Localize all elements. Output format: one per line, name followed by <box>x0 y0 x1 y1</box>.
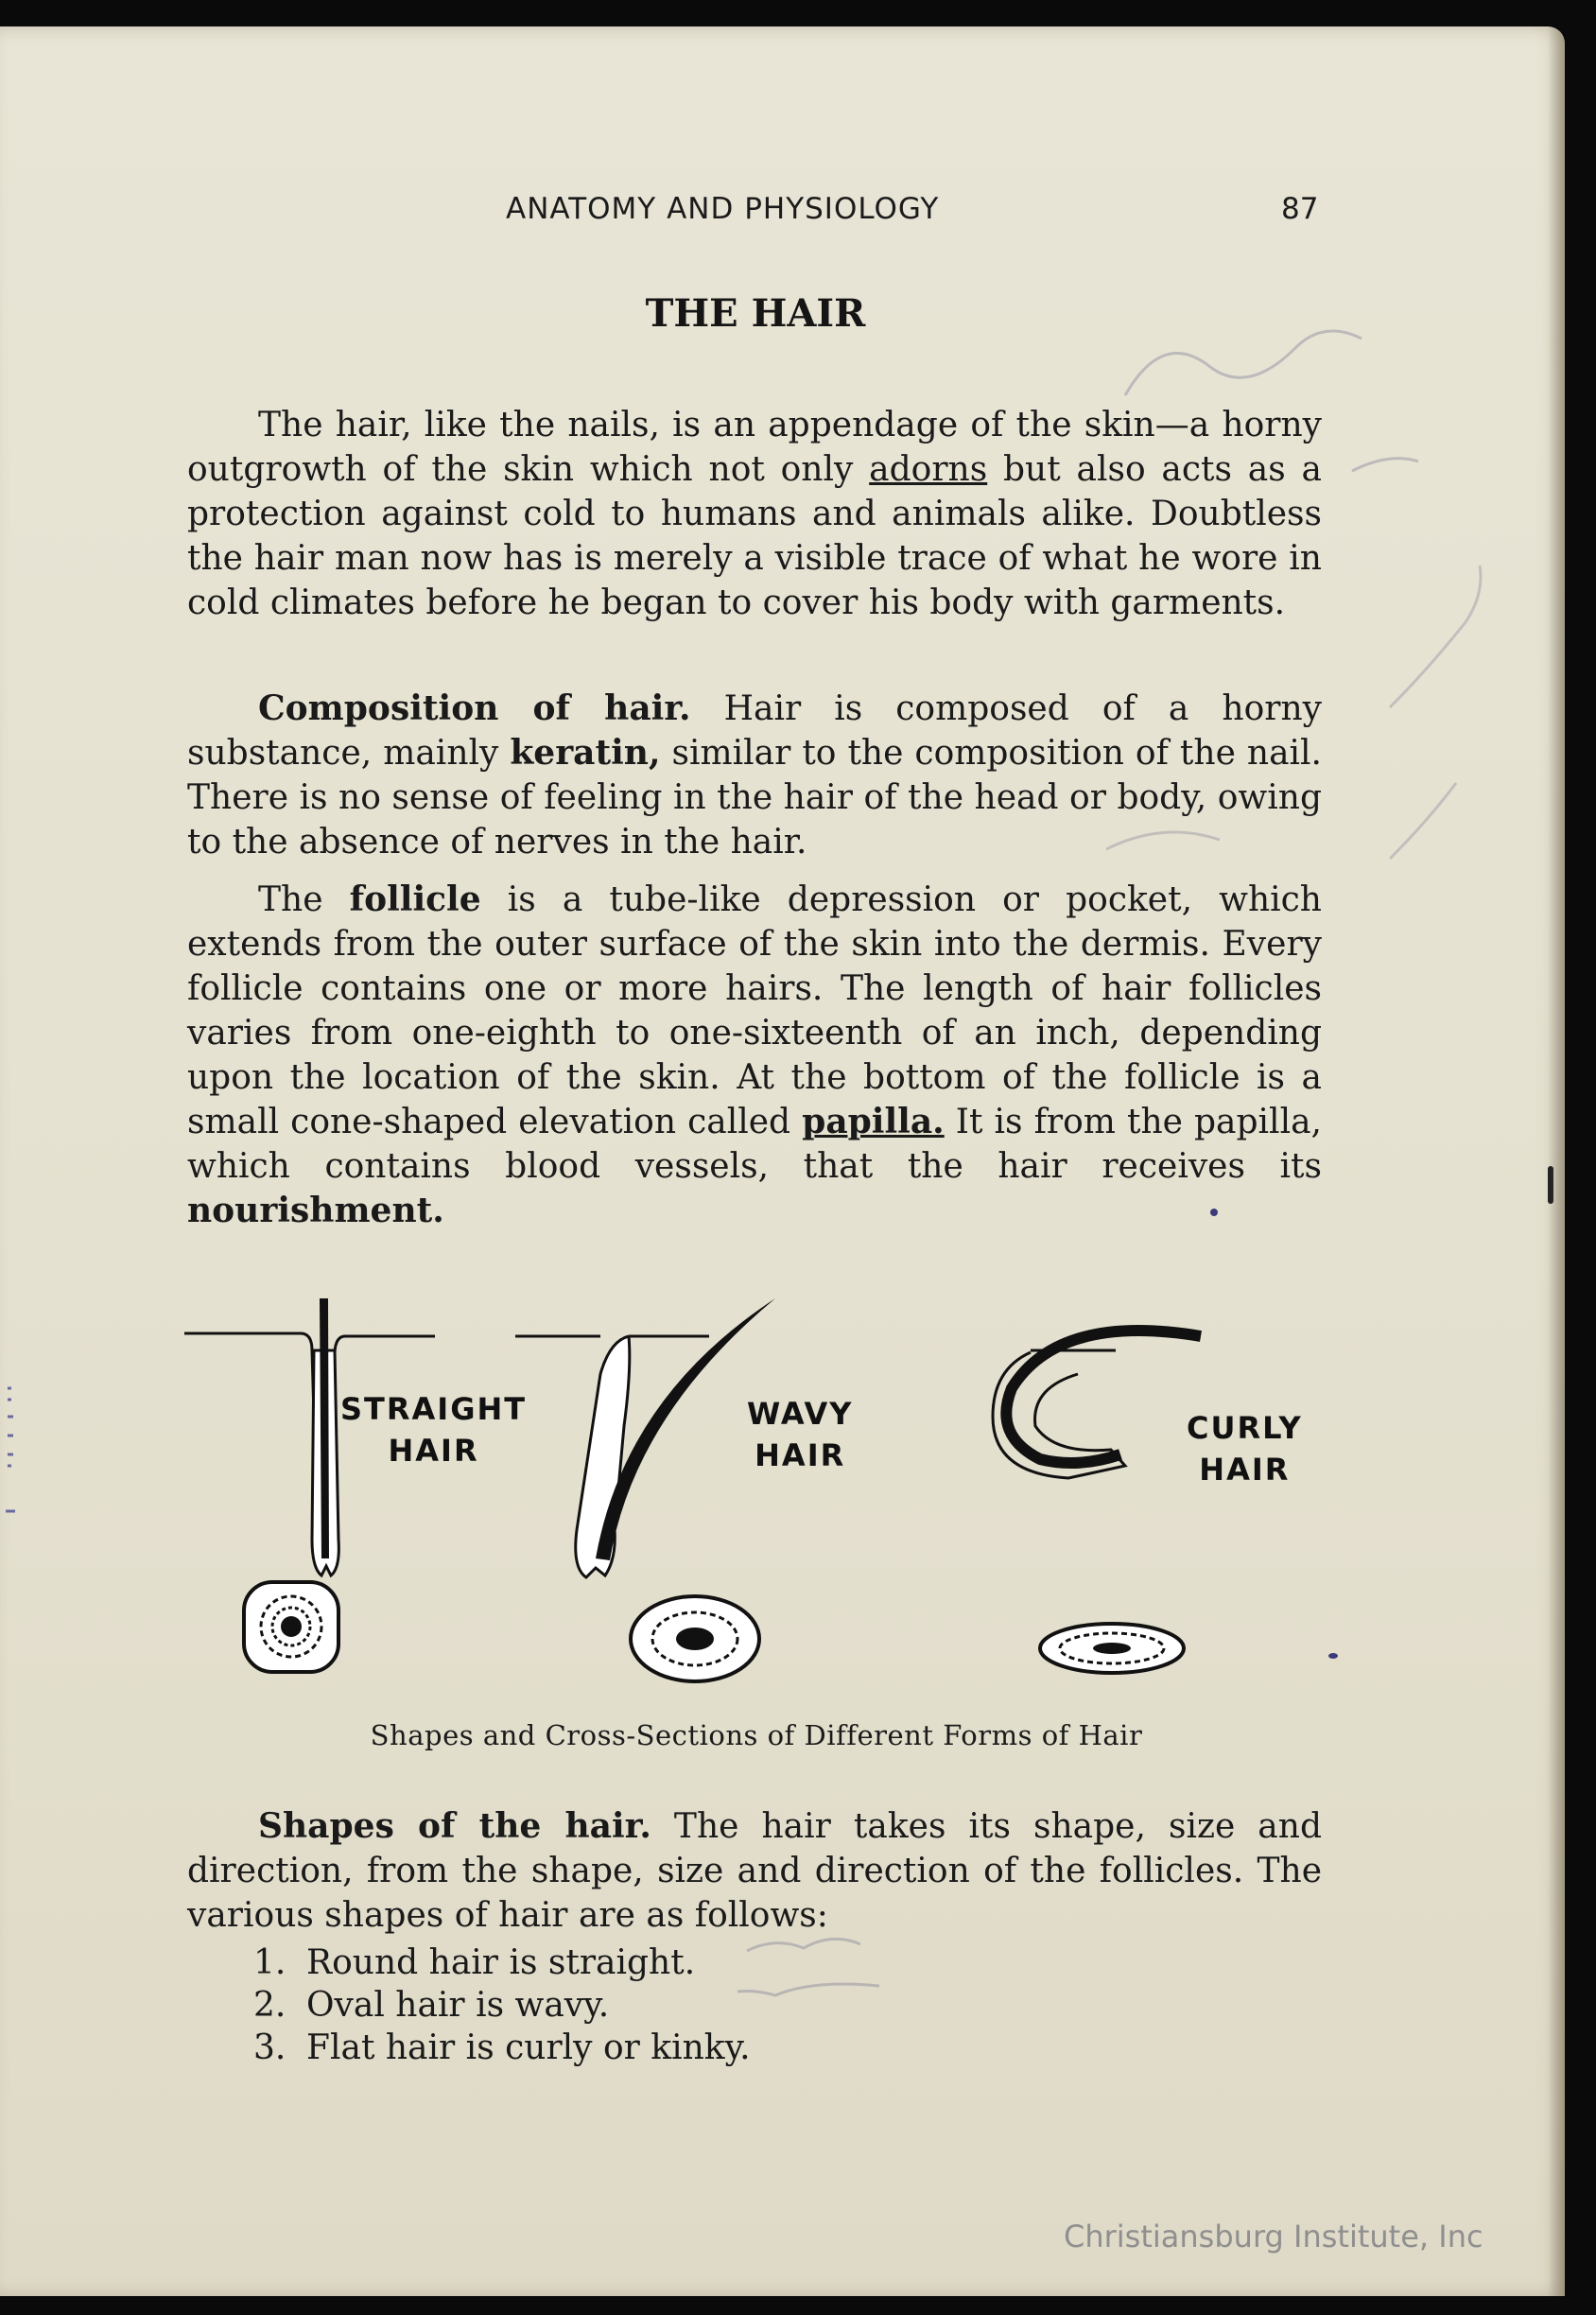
list-item: 3. Flat hair is curly or kinky. <box>253 2028 751 2067</box>
paragraph-lead: Composition of hair. <box>258 688 691 728</box>
label-curly: CURLY HAIR <box>1187 1410 1303 1488</box>
ink-spot <box>1328 1653 1338 1659</box>
list-item: 1. Round hair is straight. <box>253 1943 696 1982</box>
book-page <box>0 26 1565 2296</box>
left-margin-marks <box>0 1379 38 1606</box>
ink-spot <box>1210 1209 1218 1216</box>
hair-shapes-figure <box>180 1284 1343 1700</box>
pencil-notes-list <box>737 1927 927 2022</box>
keyword-keratin: keratin, <box>510 733 661 773</box>
page-edge-mark <box>1548 1166 1553 1204</box>
label-straight: STRAIGHT HAIR <box>340 1391 528 1469</box>
running-head: ANATOMY AND PHYSIOLOGY <box>506 192 940 226</box>
keyword-follicle: follicle <box>349 879 481 919</box>
paragraph-lead: Shapes of the hair. <box>258 1806 651 1846</box>
keyword-nourishment: nourishment. <box>187 1191 444 1230</box>
round-cross-section <box>244 1582 338 1672</box>
page-number: 87 <box>1281 192 1319 226</box>
paragraph-composition: Composition of hair. Hair is composed of a horny substance, mainly keratin, similar to the composition of the nail. There is no sense of feeling in the hair of the head or body, owing to the absence of nerves in the hair. <box>187 688 1322 862</box>
figure-caption: Shapes and Cross-Sections of Different Forms of Hair <box>370 1719 1143 1751</box>
label-wavy: WAVY HAIR <box>747 1396 854 1473</box>
shapes-list <box>253 1941 751 2069</box>
straight-skin-line <box>184 1333 314 1417</box>
section-title: THE HAIR <box>645 291 866 336</box>
paragraph-shapes: Shapes of the hair. The hair takes its shape, size and direction, from the shape, size and direction of the follicles. The various shapes of hair are as follows: <box>187 1806 1322 1935</box>
watermark: Christiansburg Institute, Inc <box>1064 2219 1483 2254</box>
underlined-word: adorns <box>869 450 988 489</box>
pencil-marginalia <box>1106 310 1503 1067</box>
paragraph-intro: The hair, like the nails, is an appendage of the skin—a horny outgrowth of the skin which not only adorns but also acts as a protection against cold to humans and animals alike. Doubtless the hair man now has is merely a visible trace of what he wore in cold climates before he began to cover his body with garments. <box>187 406 1322 622</box>
oval-cross-section <box>631 1596 759 1681</box>
paragraph-follicle: The follicle is a tube-like depression or pocket, which extends from the outer surface of the skin into the dermis. Every follicle contains one or more hairs. The length of hair follicles varies from one-eighth to one-sixteenth of an inch, depending upon the location of the skin. At the bottom of the follicle is a small cone-shaped elevation called papilla. It is from the papilla, which contains blood vessels, that the hair receives its nourishment. <box>187 879 1322 1230</box>
flat-cross-section <box>1040 1624 1184 1673</box>
keyword-papilla: papilla. <box>802 1102 945 1141</box>
hair-illustration <box>180 1284 1343 1700</box>
list-item: 2. Oval hair is wavy. <box>253 1986 610 2025</box>
